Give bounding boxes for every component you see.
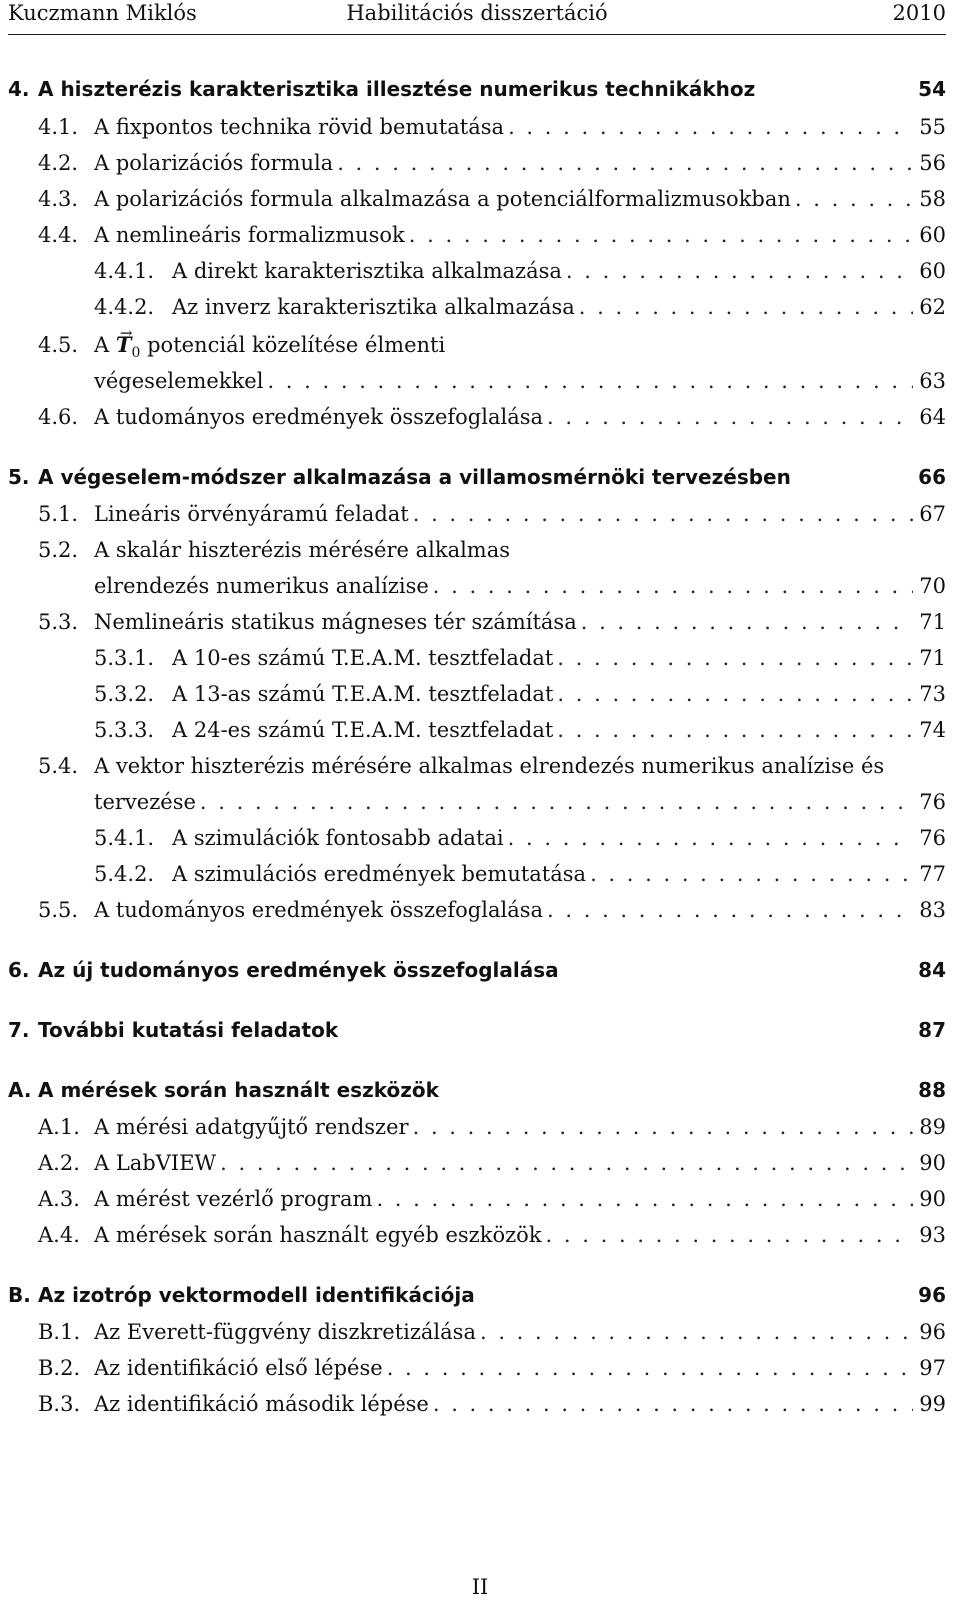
toc-title: A polarizációs formula alkalmazása a potenciálformalizmusokban: [94, 187, 791, 211]
toc-leader-dots: [508, 823, 914, 853]
toc-title: A skalár hiszterézis mérésére alkalmas: [94, 538, 511, 562]
toc-page: 89: [919, 1115, 946, 1139]
toc-subsection-5-4-1[interactable]: [8, 823, 946, 853]
toc-page: 66: [918, 465, 946, 489]
toc-subsection-4-4-2[interactable]: [8, 292, 946, 322]
toc-page: 58: [919, 187, 946, 211]
toc-number: 4.4.2.: [94, 295, 155, 319]
toc-leader-dots: [337, 148, 913, 178]
toc-leader-dots: [267, 366, 913, 396]
toc-number: 5.4.2.: [94, 862, 155, 886]
toc-leader-dots: [795, 184, 913, 214]
toc-title: A szimulációs eredmények bemutatása: [172, 862, 587, 886]
toc-title: A fixpontos technika rövid bemutatása: [94, 115, 505, 139]
toc-number: A.1.: [38, 1115, 80, 1139]
toc-leader-dots: [590, 859, 913, 889]
toc-number: 4.6.: [38, 405, 79, 429]
toc-number: 4.1.: [38, 115, 79, 139]
toc-title: Az identifikáció első lépése: [94, 1356, 383, 1380]
toc-subsection-5-4-2[interactable]: [8, 859, 946, 889]
toc-page: 76: [919, 826, 946, 850]
toc-leader-dots: [557, 643, 913, 673]
toc-title: A 24-es számú T.E.A.M. tesztfeladat: [172, 718, 554, 742]
toc-leader-dots: [546, 1220, 914, 1250]
toc-page: 88: [918, 1078, 946, 1102]
toc-page: 87: [918, 1018, 946, 1042]
toc-leader-dots: [433, 1389, 913, 1419]
toc-page: 96: [919, 1320, 946, 1344]
toc-chapter-6[interactable]: [8, 955, 946, 985]
toc-page: 63: [919, 369, 946, 393]
header-doc-type: Habilitációs disszertáció: [346, 1, 608, 25]
page-number: II: [471, 1575, 489, 1599]
toc-title: A mérési adatgyűjtő rendszer: [94, 1115, 409, 1139]
toc-title: A direkt karakterisztika alkalmazása: [172, 259, 562, 283]
toc-leader-dots: [547, 895, 913, 925]
toc-number: 5.1.: [38, 502, 79, 526]
toc-number: 5.4.1.: [94, 826, 155, 850]
toc-number: B.3.: [38, 1392, 81, 1416]
header-author: Kuczmann Miklós: [8, 1, 197, 25]
toc-section-4-5[interactable]: [8, 330, 946, 360]
toc-leader-dots: [413, 499, 914, 529]
toc-page: 99: [919, 1392, 946, 1416]
toc-subsection-5-3-2[interactable]: [8, 679, 946, 709]
toc-number: 4.3.: [38, 187, 79, 211]
toc-page: 83: [919, 898, 946, 922]
toc-title: A mérést vezérlő program: [94, 1187, 373, 1211]
toc-subsection-4-4-1[interactable]: [8, 256, 946, 286]
toc-page: 90: [919, 1151, 946, 1175]
toc-page: 54: [918, 77, 946, 101]
toc-title: A szimulációk fontosabb adatai: [172, 826, 504, 850]
toc-title-continued: tervezése: [94, 790, 196, 814]
toc-section-4-4[interactable]: [8, 220, 946, 250]
toc-page: 67: [919, 502, 946, 526]
header-year: 2010: [892, 1, 946, 25]
toc-page: 60: [919, 259, 946, 283]
toc-section-4-6[interactable]: [8, 402, 946, 432]
toc-title: További kutatási feladatok: [38, 1018, 339, 1042]
toc-leader-dots: [547, 402, 913, 432]
toc-number: 5.3.2.: [94, 682, 155, 706]
toc-title-continued: végeselemekkel: [94, 369, 264, 393]
toc-number: A.: [8, 1078, 32, 1102]
toc-page: 74: [919, 718, 946, 742]
toc-title-continued: elrendezés numerikus analízise: [94, 574, 429, 598]
toc-leader-dots: [557, 679, 913, 709]
toc-number: 5.3.1.: [94, 646, 155, 670]
toc-number: 4.5.: [38, 333, 79, 357]
toc-chapter-7[interactable]: [8, 1015, 946, 1045]
toc-number: A.3.: [38, 1187, 80, 1211]
toc-page: 93: [919, 1223, 946, 1247]
toc-page: 84: [918, 958, 946, 982]
toc-section-a-4[interactable]: [8, 1220, 946, 1250]
toc-number: 4.: [8, 77, 30, 101]
toc-number: 4.4.1.: [94, 259, 155, 283]
toc-leader-dots: [566, 256, 913, 286]
toc-page: 96: [918, 1283, 946, 1307]
toc-leader-dots: [508, 112, 913, 142]
toc-chapter-5[interactable]: [8, 462, 946, 492]
toc-number: 5.5.: [38, 898, 79, 922]
toc-number: B.1.: [38, 1320, 81, 1344]
toc-page: 90: [919, 1187, 946, 1211]
toc-page: 73: [919, 682, 946, 706]
toc-section-5-5[interactable]: [8, 895, 946, 925]
toc-number: A.4.: [38, 1223, 80, 1247]
toc-number: 5.4.: [38, 754, 79, 778]
toc-number: 4.4.: [38, 223, 79, 247]
toc-page: 77: [919, 862, 946, 886]
toc-title: Lineáris örvényáramú feladat: [94, 502, 409, 526]
toc-leader-dots: [376, 1184, 913, 1214]
toc-subsection-5-3-3[interactable]: [8, 715, 946, 745]
toc-leader-dots: [387, 1353, 914, 1383]
toc-title: A polarizációs formula: [94, 151, 334, 175]
toc-section-5-3[interactable]: [8, 607, 946, 637]
toc-section-5-4-continued[interactable]: [8, 787, 946, 817]
toc-title: A végeselem-módszer alkalmazása a villamosmérnöki tervezésben: [38, 465, 791, 489]
toc-title: A tudományos eredmények összefoglalása: [94, 898, 544, 922]
toc-title: A tudományos eredmények összefoglalása: [94, 405, 544, 429]
toc-leader-dots: [480, 1317, 913, 1347]
toc-page: 71: [919, 646, 946, 670]
toc-title: A mérések során használt eszközök: [38, 1078, 439, 1102]
toc-appendix-a[interactable]: [8, 1075, 946, 1105]
toc-number: B.: [8, 1283, 31, 1307]
toc-section-4-2[interactable]: [8, 148, 946, 178]
toc-chapter-4[interactable]: [8, 74, 946, 104]
toc-section-a-3[interactable]: [8, 1184, 946, 1214]
toc-section-5-2[interactable]: [8, 535, 946, 565]
toc-appendix-b[interactable]: [8, 1280, 946, 1310]
toc-number: B.2.: [38, 1356, 81, 1380]
toc-page: 71: [919, 610, 946, 634]
toc-title: Az Everett-függvény diszkretizálása: [94, 1320, 476, 1344]
toc-leader-dots: [200, 787, 913, 817]
toc-section-b-1[interactable]: [8, 1317, 946, 1347]
toc-section-a-1[interactable]: [8, 1112, 946, 1142]
toc-page: 64: [919, 405, 946, 429]
toc-title: A 13-as számú T.E.A.M. tesztfeladat: [172, 682, 554, 706]
toc-number: 4.2.: [38, 151, 79, 175]
toc-number: 5.: [8, 465, 30, 489]
toc-page: 97: [919, 1356, 946, 1380]
toc-section-4-1[interactable]: [8, 112, 946, 142]
toc-section-b-3[interactable]: [8, 1389, 946, 1419]
toc-page: 76: [919, 790, 946, 814]
toc-leader-dots: [557, 715, 913, 745]
toc-title: Az identifikáció második lépése: [94, 1392, 429, 1416]
toc-title: Az inverz karakterisztika alkalmazása: [172, 295, 575, 319]
toc-title: Az új tudományos eredmények összefoglalása: [38, 958, 559, 982]
vector-symbol: → T: [116, 332, 132, 357]
toc-leader-dots: [581, 607, 914, 637]
toc-leader-dots: [220, 1148, 913, 1178]
toc-section-5-2-continued[interactable]: [8, 571, 946, 601]
toc-number: 6.: [8, 958, 30, 982]
toc-title: A 10-es számú T.E.A.M. tesztfeladat: [172, 646, 554, 670]
toc-title: A LabVIEW: [94, 1151, 217, 1175]
toc-page: 62: [919, 295, 946, 319]
toc-leader-dots: [579, 292, 913, 322]
toc-title: A vektor hiszterézis mérésére alkalmas elrendezés numerikus analízise és: [94, 754, 885, 778]
toc-page: 55: [919, 115, 946, 139]
toc-section-a-2[interactable]: [8, 1148, 946, 1178]
toc-page: 60: [919, 223, 946, 247]
toc-section-b-2[interactable]: [8, 1353, 946, 1383]
toc-leader-dots: [433, 571, 913, 601]
toc-number: 7.: [8, 1018, 30, 1042]
toc-title: A nemlineáris formalizmusok: [94, 223, 405, 247]
toc-number: 5.2.: [38, 538, 79, 562]
toc-subsection-5-3-1[interactable]: [8, 643, 946, 673]
toc-leader-dots: [413, 1112, 914, 1142]
toc-title: A hiszterézis karakterisztika illesztése numerikus technikákhoz: [38, 77, 756, 101]
toc-page: 70: [919, 574, 946, 598]
toc-section-4-3[interactable]: [8, 184, 946, 214]
toc-page: 56: [919, 151, 946, 175]
toc-title: Az izotróp vektormodell identifikációja: [38, 1283, 475, 1307]
toc-title: A mérések során használt egyéb eszközök: [94, 1223, 542, 1247]
toc-number: A.2.: [38, 1151, 80, 1175]
toc-number: 5.3.: [38, 610, 79, 634]
toc-leader-dots: [409, 220, 913, 250]
toc-section-5-4[interactable]: [8, 751, 946, 781]
toc-title: Nemlineáris statikus mágneses tér számítása: [94, 610, 577, 634]
running-header: [8, 0, 946, 35]
toc-number: 5.3.3.: [94, 718, 155, 742]
toc-section-5-1[interactable]: [8, 499, 946, 529]
toc-title: $A \to T_0$ potenciál közelítése élmenti: [94, 330, 445, 368]
toc-section-4-5-continued[interactable]: [8, 366, 946, 396]
